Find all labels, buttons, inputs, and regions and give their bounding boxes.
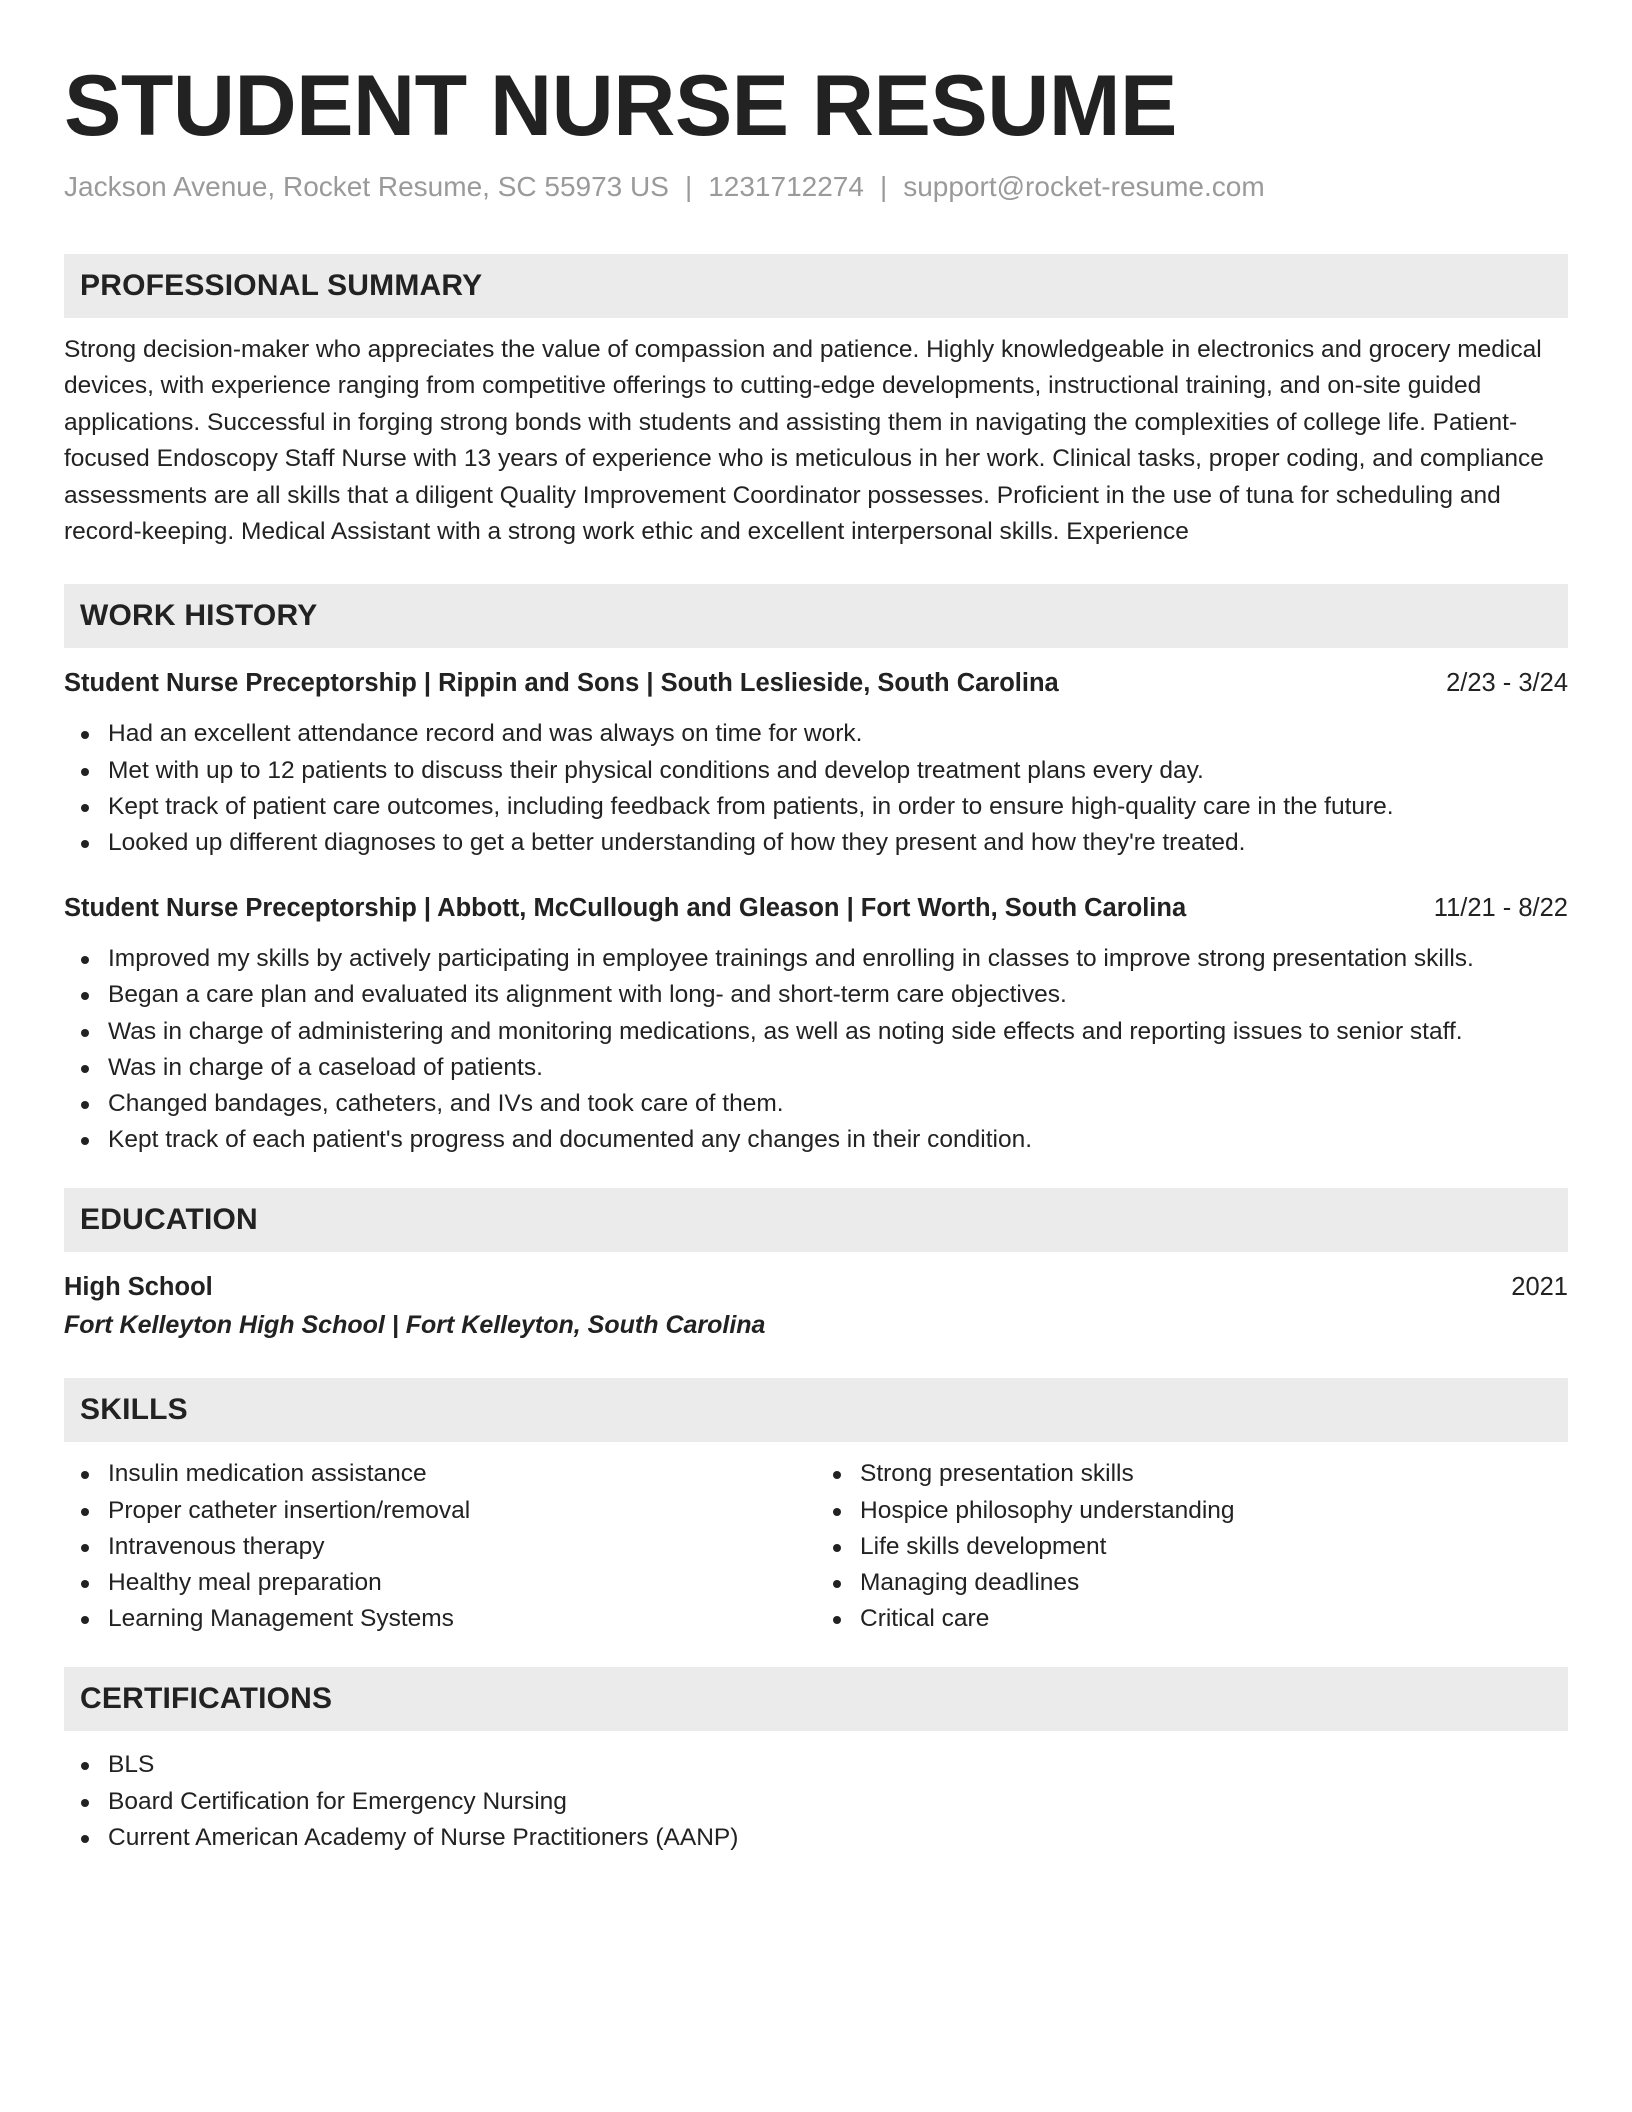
skills-list (64, 1456, 816, 1637)
contact-email: support@rocket-resume.com (903, 171, 1265, 202)
contact-address: Jackson Avenue, Rocket Resume, SC 55973 US (64, 171, 669, 202)
contact-separator: | (684, 171, 693, 202)
job-dates: 11/21 - 8/22 (1433, 894, 1568, 923)
skills-grid (64, 1456, 1568, 1637)
job-header (64, 891, 1568, 925)
skill-item: Managing deadlines (816, 1565, 1568, 1601)
job-dates: 2/23 - 3/24 (1446, 669, 1568, 698)
summary-paragraph: Strong decision-maker who appreciates the value of compassion and patience. Highly knowledgeable in electronics and grocery medical devices, with experience ranging from competitive offerings to cutting-edge developments, instructional training, and on-site guided applications. Successful in forging strong bonds with students and assisting them in navigating the complexities of college life. Patient-focused Endoscopy Staff Nurse with 13 years of experience who is meticulous in her work. Clinical tasks, proper coding, and compliance assessments are all skills that a diligent Quality Improvement Coordinator possesses. Proficient in the use of tuna for scheduling and record-keeping. Medical Assistant with a strong work ethic and excellent interpersonal skills. Experience (64, 336, 1544, 546)
certification-item: Current American Academy of Nurse Practitioners (AANP) (64, 1820, 1568, 1856)
certification-item: Board Certification for Emergency Nursing (64, 1784, 1568, 1820)
job-title: Student Nurse Preceptorship | Rippin and Sons | South Leslieside, South Carolina (64, 669, 1059, 698)
job-bullet: Looked up different diagnoses to get a better understanding of how they present and how they're treated. (64, 825, 1568, 861)
certification-item: BLS (64, 1747, 1568, 1783)
skills-column-right (816, 1456, 1568, 1637)
contact-phone: 1231712274 (708, 171, 864, 202)
skills-list (816, 1456, 1568, 1637)
skill-item: Strong presentation skills (816, 1456, 1568, 1492)
job-bullet: Kept track of patient care outcomes, including feedback from patients, in order to ensure high-quality care in the future. (64, 789, 1568, 825)
section-heading-certifications: CERTIFICATIONS (64, 1667, 1568, 1731)
contact-separator: | (879, 171, 888, 202)
section-heading-work-history: WORK HISTORY (64, 584, 1568, 648)
education-header (64, 1270, 1568, 1304)
skill-item: Intravenous therapy (64, 1529, 816, 1565)
section-heading-skills: SKILLS (64, 1378, 1568, 1442)
education-school: Fort Kelleyton High School | Fort Kelleyton, South Carolina (64, 1311, 766, 1340)
section-heading-education: EDUCATION (64, 1188, 1568, 1252)
section-heading-summary: PROFESSIONAL SUMMARY (64, 254, 1568, 318)
job-bullet: Kept track of each patient's progress and documented any changes in their condition. (64, 1122, 1568, 1158)
certifications-list (64, 1747, 1568, 1856)
job-bullets (64, 716, 1568, 861)
job-entry (64, 891, 1568, 1158)
skill-item: Proper catheter insertion/removal (64, 1493, 816, 1529)
job-bullet: Changed bandages, catheters, and IVs and took care of them. (64, 1086, 1568, 1122)
skills-column-left (64, 1456, 816, 1637)
job-entry (64, 666, 1568, 861)
job-title: Student Nurse Preceptorship | Abbott, McCullough and Gleason | Fort Worth, South Carolina (64, 894, 1187, 923)
education-year: 2021 (1511, 1273, 1568, 1302)
job-bullet: Had an excellent attendance record and was always on time for work. (64, 716, 1568, 752)
job-bullet: Was in charge of administering and monitoring medications, as well as noting side effects and reporting issues to senior staff. (64, 1014, 1568, 1050)
job-bullet: Met with up to 12 patients to discuss their physical conditions and develop treatment plans every day. (64, 753, 1568, 789)
skill-item: Critical care (816, 1601, 1568, 1637)
skill-item: Healthy meal preparation (64, 1565, 816, 1601)
job-bullet: Was in charge of a caseload of patients. (64, 1050, 1568, 1086)
contact-line (64, 170, 1568, 204)
resume-title: STUDENT NURSE RESUME (64, 58, 1177, 154)
education-degree: High School (64, 1273, 213, 1302)
skill-item: Insulin medication assistance (64, 1456, 816, 1492)
job-bullets (64, 941, 1568, 1158)
skill-item: Life skills development (816, 1529, 1568, 1565)
skill-item: Learning Management Systems (64, 1601, 816, 1637)
job-bullet: Began a care plan and evaluated its alignment with long- and short-term care objectives. (64, 977, 1568, 1013)
job-header (64, 666, 1568, 700)
job-bullet: Improved my skills by actively participating in employee trainings and enrolling in classes to improve strong presentation skills. (64, 941, 1568, 977)
skill-item: Hospice philosophy understanding (816, 1493, 1568, 1529)
